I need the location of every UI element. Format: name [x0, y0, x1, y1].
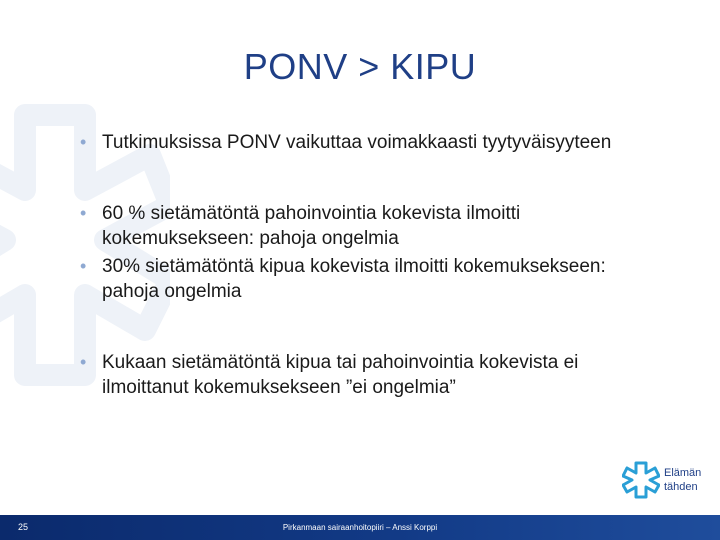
- page-number: 25: [18, 522, 29, 532]
- bullet-text: 60 % sietämätöntä pahoinvointia kokevista ilmoitti kokemuksekseen: pahoja ongelmia: [102, 203, 521, 249]
- bullet-text: Tutkimuksissa PONV vaikuttaa voimakkaasti tyytyväisyyteen: [102, 132, 612, 153]
- bullet-item: [80, 254, 640, 304]
- slide-title: PONV > KIPU: [243, 46, 477, 87]
- bullet-marker-icon: •: [80, 352, 87, 372]
- footer-bar: [0, 515, 720, 540]
- bullet-text: Kukaan sietämätöntä kipua tai pahoinvointia kokevista ei ilmoittanut kokemuksekseen ”ei ongelmia”: [102, 352, 579, 398]
- bullet-item: [80, 350, 640, 400]
- bullet-marker-icon: •: [80, 256, 87, 276]
- logo-line-1: Elämän: [664, 467, 702, 479]
- bullet-text: 30% sietämätöntä kipua kokevista ilmoitti kokemuksekseen: pahoja ongelmia: [102, 256, 606, 302]
- bullet-list: [80, 130, 640, 400]
- logo-text: [664, 466, 701, 494]
- bullet-item: [80, 201, 640, 251]
- bullet-item: [80, 130, 640, 155]
- bullet-marker-icon: •: [80, 132, 87, 152]
- logo-line-2: tähden: [664, 481, 698, 493]
- star-of-life-icon: [622, 460, 660, 500]
- bullet-marker-icon: •: [80, 203, 87, 223]
- footer-organization: Pirkanmaan sairaanhoitopiiri – Anssi Korppi: [282, 523, 438, 532]
- elaman-tahden-logo: [622, 460, 712, 510]
